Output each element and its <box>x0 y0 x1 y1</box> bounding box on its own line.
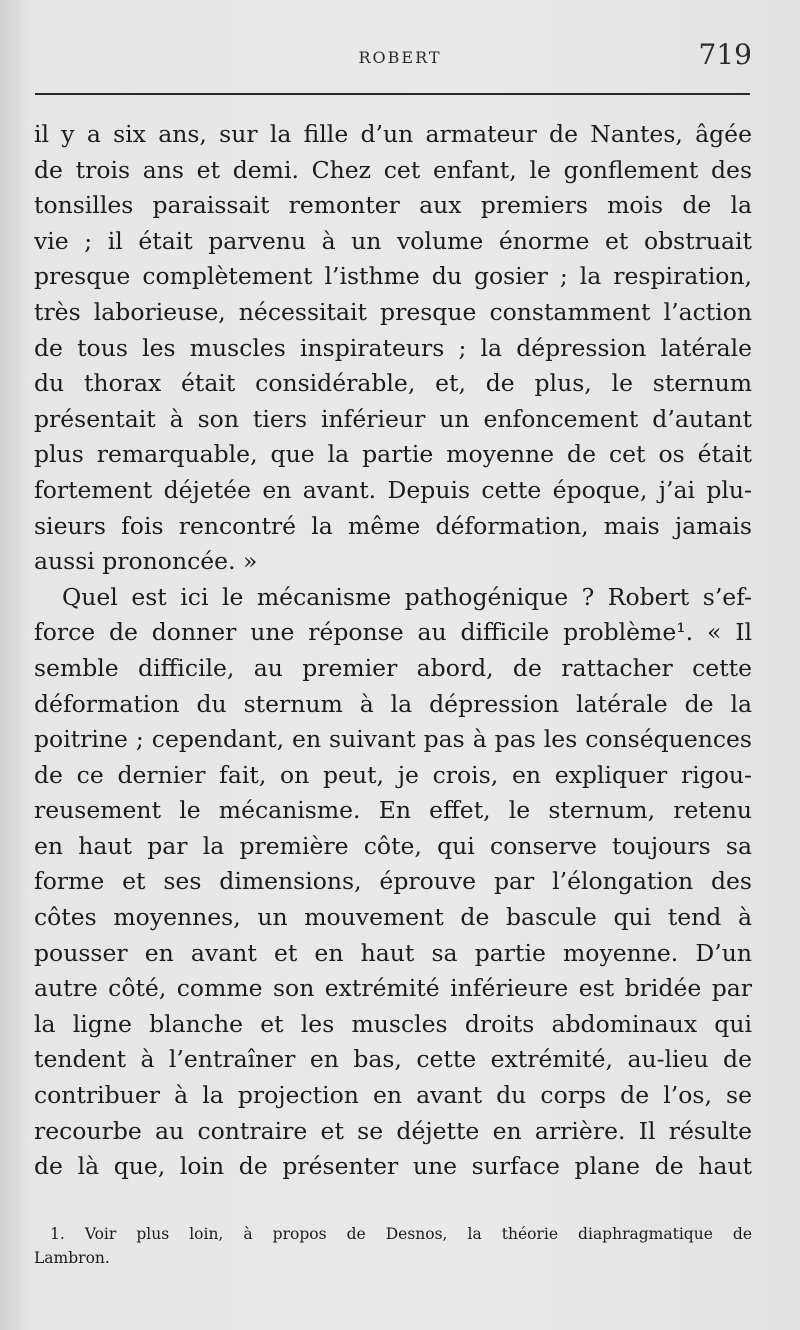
text-line: en haut par la première côte, qui conserve toujours sa <box>34 831 752 860</box>
running-head <box>0 38 800 78</box>
text-line: autre côté, comme son extrémité inférieure est bridée par <box>34 974 752 1003</box>
text-line: recourbe au contraire et se déjette en arrière. Il résulte <box>34 1116 752 1145</box>
text-line: du thorax était considérable, et, de plus, le sternum <box>34 369 752 398</box>
text-line: de trois ans et demi. Chez cet enfant, le gonflement des <box>34 155 752 184</box>
text-line: fortement déjetée en avant. Depuis cette époque, j’ai plu- <box>34 475 752 504</box>
text-line: vie ; il était parvenu à un volume énorme et obstruait <box>34 226 752 255</box>
text-line: côtes moyennes, un mouvement de bascule qui tend à <box>34 903 752 932</box>
text-line: poitrine ; cependant, en suivant pas à pas les conséquences <box>34 725 752 754</box>
text-line: Quel est ici le mécanisme pathogénique ? Robert s’ef- <box>62 582 752 611</box>
header-rule <box>35 93 750 95</box>
text-line: aussi prononcée. » <box>34 547 258 576</box>
text-line: plus remarquable, que la partie moyenne de cet os était <box>34 440 752 469</box>
running-title: ROBERT <box>358 48 442 67</box>
text-line: forme et ses dimensions, éprouve par l’élongation des <box>34 867 752 896</box>
text-line: la ligne blanche et les muscles droits abdominaux qui <box>34 1009 752 1038</box>
text-line: reusement le mécanisme. En effet, le sternum, retenu <box>34 796 752 825</box>
text-line: de tous les muscles inspirateurs ; la dépression latérale <box>34 333 752 362</box>
text-line: sieurs fois rencontré la même déformation, mais jamais <box>34 511 752 540</box>
text-line: déformation du sternum à la dépression latérale de la <box>34 689 752 718</box>
text-line: tendent à l’entraîner en bas, cette extrémité, au-lieu de <box>34 1045 752 1074</box>
body-text <box>34 117 752 1185</box>
text-line: de ce dernier fait, on peut, je crois, en expliquer rigou- <box>34 760 752 789</box>
text-line: de là que, loin de présenter une surface plane de haut <box>34 1152 752 1181</box>
text-line: très laborieuse, nécessitait presque constamment l’action <box>34 297 752 326</box>
text-line: presque complètement l’isthme du gosier ; la respiration, <box>34 262 752 291</box>
text-line: pousser en avant et en haut sa partie moyenne. D’un <box>34 938 752 967</box>
text-line: force de donner une réponse au difficile problème¹. « Il <box>34 618 752 647</box>
footnote-line: Lambron. <box>34 1249 110 1267</box>
text-line: présentait à son tiers inférieur un enfoncement d’autant <box>34 404 752 433</box>
text-line: contribuer à la projection en avant du corps de l’os, se <box>34 1081 752 1110</box>
footnotes <box>34 1222 752 1270</box>
text-line: semble difficile, au premier abord, de rattacher cette <box>34 653 752 682</box>
text-line: tonsilles paraissait remonter aux premiers mois de la <box>34 191 752 220</box>
footnote-line: 1. Voir plus loin, à propos de Desnos, la théorie diaphragmatique de <box>50 1225 752 1243</box>
text-line: il y a six ans, sur la fille d’un armateur de Nantes, âgée <box>34 120 752 148</box>
page-number: 719 <box>698 38 752 71</box>
